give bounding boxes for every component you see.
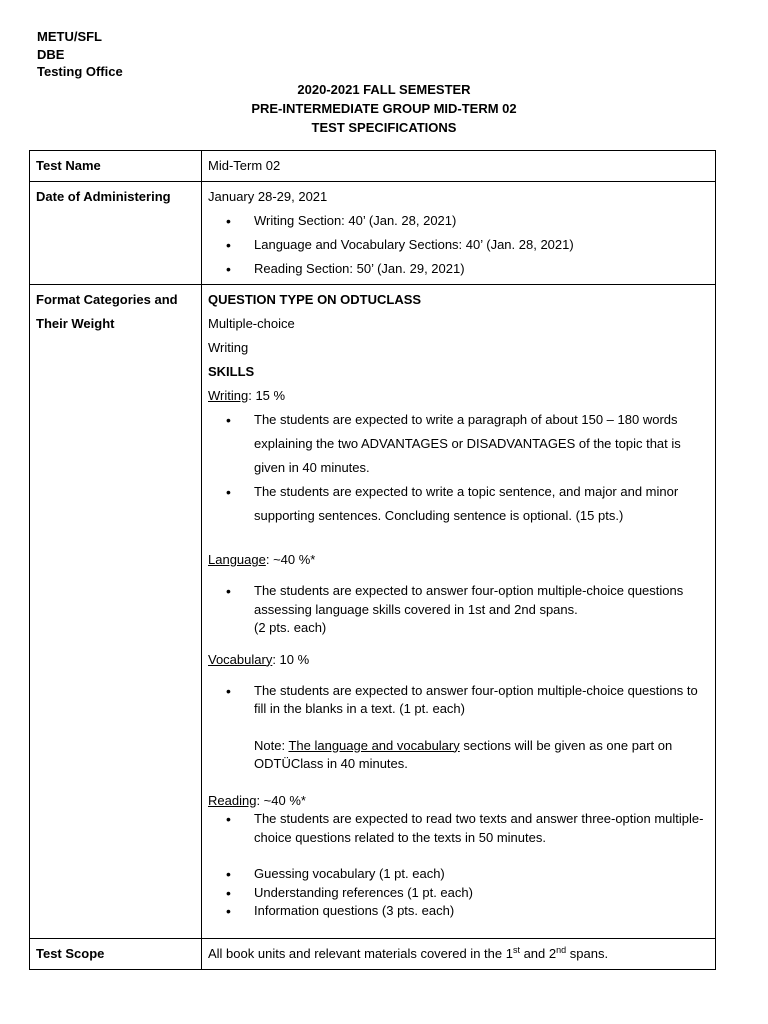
writing-skill	[208, 384, 709, 408]
list-item: • Language and Vocabulary Sections: 40’ (Jan. 28, 2021)	[208, 233, 709, 257]
scope-text: spans.	[566, 945, 609, 961]
note-suffix: sections will be given as one part on ODTÜClass in 40 minutes.	[254, 737, 673, 771]
list-item: • Guessing vocabulary (1 pt. each)	[208, 865, 709, 884]
schedule-list	[208, 209, 709, 281]
document-heading	[0, 80, 768, 137]
row-label: Format Categories and Their Weight	[30, 285, 202, 939]
table-row	[30, 938, 716, 969]
list-item: • The students are expected to answer four-option multiple-choice questions to fill in the blanks in a text. (1 pt. each)	[208, 682, 709, 719]
issuer-line: Testing Office	[37, 64, 123, 79]
row-value	[202, 285, 716, 939]
ordinal-suffix: nd	[556, 944, 567, 955]
language-skill	[208, 548, 709, 572]
skill-name: Language	[208, 552, 266, 567]
list-item: • The students are expected to answer four-option multiple-choice questions assessing language skills covered in 1st and 2nd spans.	[208, 582, 709, 619]
specifications-table	[29, 150, 716, 970]
issuer-line: DBE	[37, 46, 65, 62]
heading-line: 2020-2021 FALL SEMESTER	[297, 82, 471, 97]
list-item: • Reading Section: 50’ (Jan. 29, 2021)	[208, 257, 709, 281]
language-points: (2 pts. each)	[254, 620, 327, 635]
scope-text: All book units and relevant materials covered in the 1	[208, 945, 513, 961]
row-value	[202, 182, 716, 285]
ordinal-suffix: st	[512, 944, 520, 955]
row-value	[202, 938, 716, 969]
skill-weight: : ~40 %*	[256, 792, 306, 808]
skill-name: Vocabulary	[208, 651, 273, 667]
heading-line: PRE-INTERMEDIATE GROUP MID-TERM 02	[251, 101, 517, 116]
note-underlined: The language and vocabulary	[288, 737, 460, 753]
row-label: Test Name	[30, 151, 202, 182]
skills-heading: SKILLS	[208, 364, 255, 379]
list-item: • The students are expected to write a topic sentence, and major and minor supporting sentences. Concluding sentence is optional. (15 pts.)	[208, 480, 709, 528]
question-type: Multiple-choice	[208, 316, 295, 331]
row-label: Date of Administering	[30, 182, 202, 285]
vocabulary-list	[208, 682, 709, 719]
writing-list	[208, 408, 709, 528]
skill-weight: : ~40 %*	[265, 552, 316, 567]
list-item: • The students are expected to write a paragraph of about 150 – 180 words explaining the two ADVANTAGES or DISADVANTAGES of the topic that is given in 40 minutes.	[208, 408, 709, 480]
list-item: • Information questions (3 pts. each)	[208, 902, 709, 921]
reading-list	[208, 810, 709, 847]
vocabulary-note	[208, 737, 709, 774]
issuer-block	[37, 28, 123, 81]
vocabulary-skill	[208, 648, 709, 672]
row-value: Mid-Term 02	[202, 151, 716, 182]
skill-weight: : 10 %	[272, 651, 310, 667]
skill-name: Writing	[208, 388, 249, 403]
language-list	[208, 582, 709, 619]
issuer-line: METU/SFL	[37, 29, 102, 44]
row-label: Test Scope	[30, 938, 202, 969]
list-item: • The students are expected to read two texts and answer three-option multiple-choice questions related to the texts in 50 minutes.	[208, 810, 709, 847]
table-row	[30, 151, 716, 182]
scope-text: and 2	[519, 945, 557, 961]
skill-weight: : 15 %	[248, 388, 286, 403]
list-item: • Understanding references (1 pt. each)	[208, 884, 709, 903]
skill-name: Reading	[208, 792, 257, 808]
list-item: • Writing Section: 40’ (Jan. 28, 2021)	[208, 209, 709, 233]
heading-line: TEST SPECIFICATIONS	[311, 120, 457, 135]
note-prefix: Note:	[254, 737, 289, 753]
reading-subitems	[208, 865, 709, 921]
question-type: Writing	[208, 340, 249, 355]
table-row	[30, 182, 716, 285]
reading-skill	[208, 792, 709, 811]
administering-date: January 28-29, 2021	[208, 189, 328, 204]
table-row	[30, 285, 716, 939]
question-type-heading: QUESTION TYPE ON ODTUCLASS	[208, 292, 422, 307]
